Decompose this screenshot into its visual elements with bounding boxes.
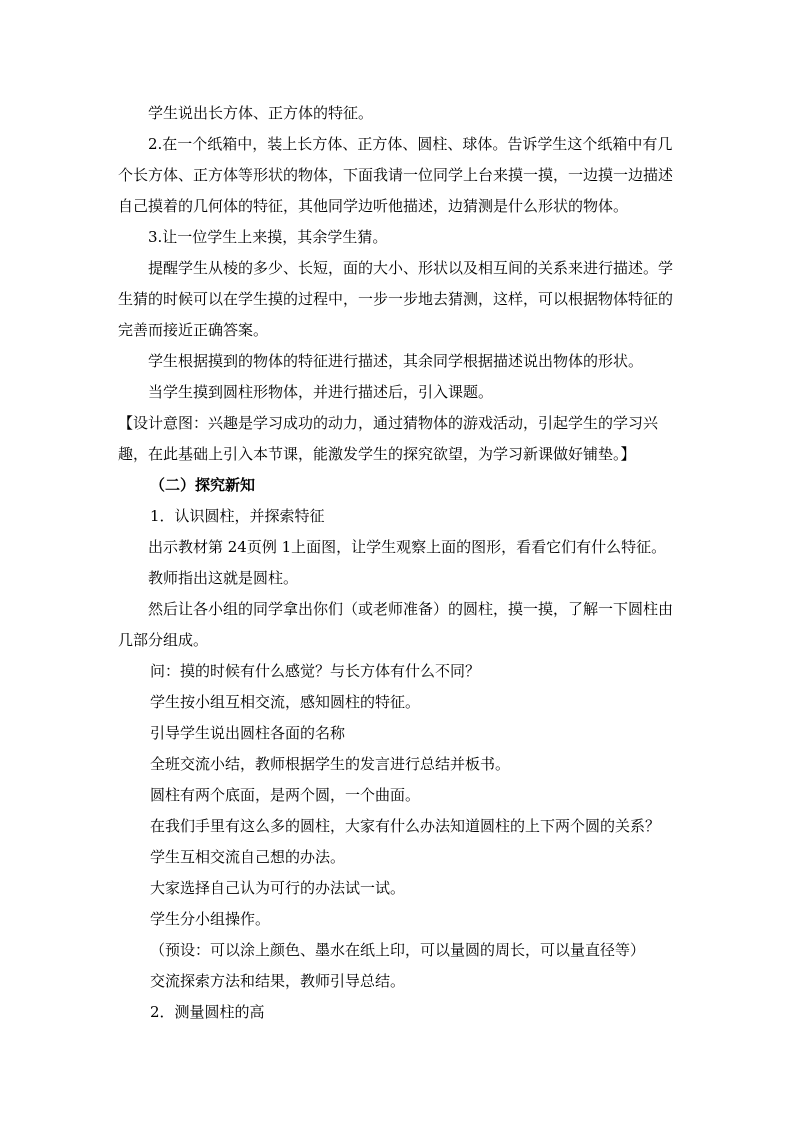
paragraph-group-exchange: 学生按小组互相交流，感知圆柱的特征。	[150, 693, 421, 711]
paragraph-name-faces: 引导学生说出圆柱各面的名称	[150, 724, 346, 742]
paragraph-circles-relation: 在我们手里有这么多的圆柱，大家有什么办法知道圆柱的上下两个圆的关系？	[150, 817, 661, 835]
paragraph-group-operate: 学生分小组操作。	[150, 910, 271, 928]
paragraph-touch-guess: 3.让一位学生上来摸，其余学生猜。	[148, 228, 388, 246]
paragraph-cylinder-faces: 圆柱有两个底面，是两个圆，一个曲面。	[150, 786, 421, 804]
paragraph-box-activity: 2.在一个纸箱中，装上长方体、正方体、圆柱、球体。告诉学生这个纸箱中有几个长方体、正方体等形状的物体，下面我请一位同学上台来摸一摸，一边摸一边描述自己摸着的几何体的特征，其他同学边听他描述，边猜测是什么形状的物体。	[118, 135, 674, 215]
paragraph-show-textbook: 出示教材第 24页例 1上面图，让学生观察上面的图形，看看它们有什么特征。	[148, 538, 667, 556]
paragraph-remind-students: 提醒学生从棱的多少、长短，面的大小、形状以及相互间的关系来进行描述。学生猜的时候可以在学生摸的过程中，一步一步地去猜测，这样，可以根据物体特征的完善而接近正确答案。	[118, 259, 674, 339]
paragraph-teacher-points: 教师指出这就是圆柱。	[148, 569, 299, 587]
subheading-recognize-cylinder: 1．认识圆柱，并探索特征	[150, 507, 325, 525]
paragraph-group-touch: 然后让各小组的同学拿出你们（或老师准备）的圆柱，摸一摸，了解一下圆柱由几部分组成。	[118, 600, 674, 649]
paragraph-question-feel: 问：摸的时候有什么感觉？与长方体有什么不同？	[150, 662, 481, 680]
subheading-measure-height: 2．测量圆柱的高	[150, 1003, 265, 1021]
paragraph-describe-features: 学生根据摸到的物体的特征进行描述，其余同学根据描述说出物体的形状。	[148, 352, 644, 370]
paragraph-try-methods: 大家选择自己认为可行的办法试一试。	[150, 879, 406, 897]
paragraph-share-methods: 学生互相交流自己想的办法。	[150, 848, 346, 866]
section-heading-explore: （二）探究新知	[150, 476, 256, 494]
paragraph-preset-methods: （预设：可以涂上颜色、墨水在纸上印，可以量圆的周长，可以量直径等）	[150, 941, 646, 959]
paragraph-class-summary: 全班交流小结，教师根据学生的发言进行总结并板书。	[150, 755, 511, 773]
paragraph-student-describe: 学生说出长方体、正方体的特征。	[148, 104, 374, 122]
paragraph-introduce-topic: 当学生摸到圆柱形物体，并进行描述后，引入课题。	[148, 383, 494, 401]
paragraph-design-intent: 【设计意图：兴趣是学习成功的动力，通过猜物体的游戏活动，引起学生的学习兴趣，在此基础上引入本节课，能激发学生的探究欲望，为学习新课做好铺垫。】	[118, 414, 659, 463]
paragraph-exchange-results: 交流探索方法和结果，教师引导总结。	[150, 972, 406, 990]
document-body	[118, 98, 680, 1028]
